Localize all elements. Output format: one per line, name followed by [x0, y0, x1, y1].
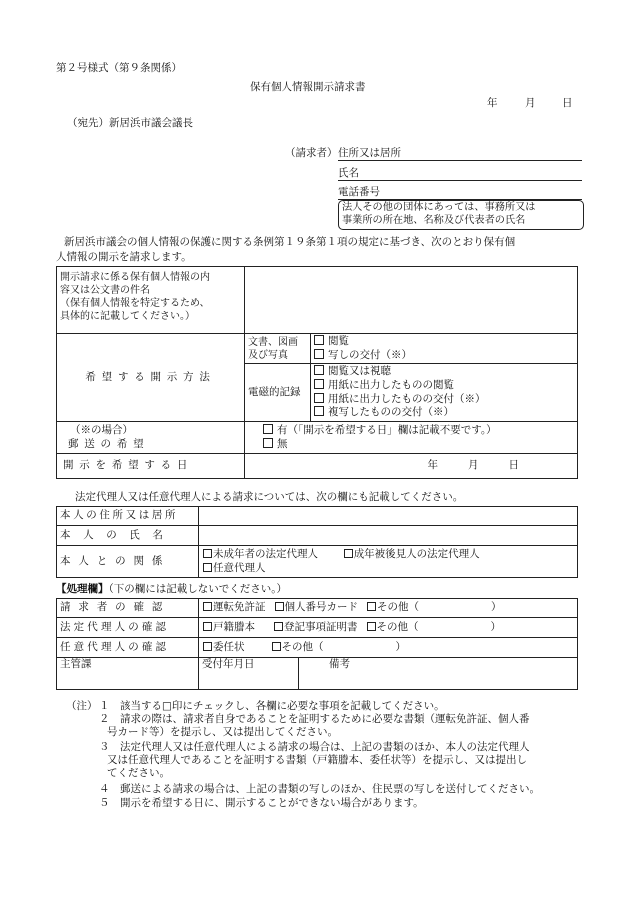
proc-requester-label: 請求者の確認 — [60, 601, 171, 614]
request-table — [56, 266, 578, 479]
agent-address-label: 本人の住所又は居所 — [60, 509, 179, 522]
requester-phone-field[interactable] — [338, 186, 582, 200]
date-label-cell — [57, 454, 245, 479]
checkbox[interactable] — [314, 393, 324, 403]
elec-option-1[interactable] — [314, 365, 574, 379]
proc-row-requester — [57, 599, 578, 618]
method-label-cell — [57, 334, 245, 422]
requester-name-field[interactable] — [338, 167, 582, 181]
agent-address-row — [57, 507, 578, 526]
agent-relation-label-cell — [57, 546, 199, 578]
elec-option-2[interactable] — [314, 379, 574, 393]
doc-option-view[interactable] — [314, 335, 574, 349]
proc-legal-opt1: 戸籍謄本 — [213, 620, 255, 633]
doc-type-cell — [245, 334, 311, 364]
proc-voluntary-opt2: その他（ — [281, 640, 324, 653]
proc-legal-label: 法定代理人の確認 — [60, 620, 170, 633]
processing-heading — [56, 583, 287, 596]
elec-option-2-label: 用紙に出力したものの閲覧 — [328, 378, 454, 391]
checkbox[interactable] — [367, 602, 376, 611]
agent-intro: 法定代理人又は任意代理人による請求については、次の欄にも記載してください。 — [75, 491, 464, 503]
processing-heading-bold: 【処理欄】 — [56, 583, 109, 595]
doc-option-view-label: 閲覧 — [328, 334, 349, 347]
doc-option-copy[interactable] — [314, 349, 574, 363]
checkbox[interactable] — [344, 549, 353, 558]
mail-option-yes-label: 有（「開示を希望する日」欄は記載不要です。） — [277, 423, 497, 436]
elec-option-4-label: 複写したものの交付（※） — [328, 406, 454, 419]
subject-input[interactable] — [245, 267, 578, 334]
proc-row-admin — [57, 658, 578, 690]
date-day: 日 — [508, 459, 519, 472]
note-3-line-3: てください。 — [107, 767, 170, 779]
date-day-label: 日 — [562, 97, 573, 109]
date-year-label: 年 — [487, 97, 498, 109]
checkbox[interactable] — [367, 622, 376, 631]
method-label: 希望する開示方法 — [85, 370, 216, 383]
doc-type-2: 及び写真 — [248, 349, 288, 361]
elec-type-cell — [245, 364, 311, 422]
corporate-note-line-1: 法人その他の団体にあっては、事務所又は — [342, 202, 536, 213]
proc-requester-options — [199, 599, 578, 618]
proc-dept-cell — [57, 658, 199, 690]
date-row — [57, 454, 578, 479]
subject-label-4: 具体的に記載してください。） — [60, 311, 195, 322]
mail-note: （※の場合） — [70, 423, 133, 436]
date-label: 開示を希望する日 — [63, 459, 194, 472]
doc-option-copy-label: 写しの交付（※） — [328, 348, 412, 361]
requester-label: （請求者） — [285, 147, 338, 159]
checkbox[interactable] — [203, 642, 212, 651]
checkbox[interactable] — [314, 406, 324, 416]
relation-option-voluntary[interactable] — [202, 562, 574, 576]
proc-requester-label-cell — [57, 599, 199, 618]
agent-name-input[interactable] — [199, 526, 578, 546]
checkbox[interactable] — [263, 438, 273, 448]
corporate-note-line-2: 事業所の所在地、名称及び代表者の氏名 — [342, 215, 526, 226]
mail-option-no[interactable] — [263, 438, 574, 452]
mail-label-cell — [57, 422, 245, 454]
checkbox[interactable] — [314, 349, 324, 359]
note-1: 該当する□印にチェックし、各欄に必要な事項を記載してください。 — [120, 700, 445, 712]
note-3-number: ３ — [99, 741, 110, 753]
subject-label-2: 容又は公文書の件名 — [60, 285, 150, 296]
intro-line-1: 新居浜市議会の個人情報の保護に関する条例第１９条第１項の規定に基づき、次のとおり保有個 — [64, 236, 516, 248]
proc-legal-label-cell — [57, 618, 199, 638]
note-3-line-1: 法定代理人又は任意代理人による請求の場合は、上記の書類のほか、本人の法定代理人 — [120, 741, 530, 753]
proc-requester-opt1: 運転免許証 — [213, 601, 266, 614]
agent-table — [56, 506, 578, 578]
proc-legal-options — [199, 618, 578, 638]
proc-voluntary-options — [199, 638, 578, 658]
elec-options-cell — [311, 364, 578, 422]
mail-option-yes[interactable] — [263, 424, 574, 438]
agent-relation-label: 本人との関係 — [60, 554, 171, 567]
checkbox[interactable] — [203, 549, 212, 558]
proc-requester-opt3: その他（ — [377, 601, 419, 614]
method-doc-row — [57, 334, 578, 364]
relation-option-minor-label: 未成年者の法定代理人 — [213, 547, 318, 560]
checkbox[interactable] — [272, 642, 281, 651]
date-year: 年 — [427, 459, 438, 472]
processing-heading-note: （下の欄には記載しないでください。） — [108, 583, 287, 595]
note-2-line-1: 請求の際は、請求者自身であることを証明するために必要な書類（運転免許証、個人番 — [120, 713, 530, 725]
requester-address-label: 住所又は居所 — [338, 147, 401, 159]
proc-remarks-label: 備考 — [329, 658, 350, 670]
doc-type-1: 文書、図画 — [248, 336, 298, 348]
form-number: 第２号様式（第９条関係） — [56, 62, 182, 74]
note-4-number: ４ — [99, 783, 110, 795]
note-4: 郵送による請求の場合は、上記の書類の写しのほか、住民票の写しを送付してください。 — [120, 783, 540, 795]
proc-dept-label: 主管課 — [60, 658, 92, 670]
agent-relation-row — [57, 546, 578, 578]
proc-remarks-cell — [299, 658, 578, 690]
subject-label-3: （保有個人情報を特定するため、 — [60, 298, 210, 309]
mail-label: 郵送の希望 — [68, 437, 150, 450]
checkbox[interactable] — [274, 622, 283, 631]
checkbox[interactable] — [314, 379, 324, 389]
requester-name-label: 氏名 — [338, 167, 359, 179]
notes-prefix: （注） — [66, 700, 98, 712]
relation-option-guardian[interactable] — [343, 548, 480, 560]
proc-voluntary-opt1: 委任状 — [213, 640, 245, 653]
proc-received-cell — [199, 658, 299, 690]
checkbox[interactable] — [203, 602, 212, 611]
proc-voluntary-close: ） — [395, 640, 406, 653]
elec-type: 電磁的記録 — [248, 385, 301, 398]
agent-address-input[interactable] — [199, 507, 578, 526]
agent-name-label: 本人の氏名 — [60, 528, 176, 541]
elec-option-3-label: 用紙に出力したものの交付（※） — [328, 392, 486, 405]
requester-phone-label: 電話番号 — [338, 186, 380, 198]
note-1-number: １ — [99, 700, 110, 712]
relation-option-voluntary-label: 任意代理人 — [213, 561, 266, 574]
proc-voluntary-label-cell — [57, 638, 199, 658]
checkbox[interactable] — [275, 602, 284, 611]
date-month: 月 — [468, 459, 479, 472]
relation-option-minor[interactable] — [202, 548, 318, 560]
requester-address-field[interactable] — [338, 147, 582, 161]
proc-row-legal — [57, 618, 578, 638]
checkbox[interactable] — [203, 563, 212, 572]
proc-requester-close: ） — [491, 601, 502, 614]
subject-row — [57, 267, 578, 334]
proc-legal-opt3: その他（ — [376, 620, 419, 633]
date-input[interactable] — [245, 454, 578, 479]
proc-received-label: 受付年月日 — [202, 658, 255, 670]
mail-option-no-label: 無 — [277, 437, 288, 450]
date-month-label: 月 — [525, 97, 536, 109]
document-title: 保有個人情報開示請求書 — [250, 81, 366, 93]
agent-address-label-cell — [57, 507, 199, 526]
checkbox[interactable] — [263, 424, 273, 434]
elec-option-4[interactable] — [314, 406, 574, 420]
agent-name-label-cell — [57, 526, 199, 546]
note-2-line-2: 号カード等）を提示し、又は提出してください。 — [107, 726, 338, 738]
addressee: （宛先）新居浜市議会議長 — [67, 117, 193, 129]
note-3-line-2: 又は任意代理人であることを証明する書類（戸籍謄本、委任状等）を提示し、又は提出し — [107, 754, 527, 766]
checkbox[interactable] — [314, 365, 324, 375]
intro-line-2: 人情報の開示を請求します。 — [56, 251, 192, 263]
proc-legal-opt2: 登記事項証明書 — [284, 620, 358, 633]
proc-row-voluntary — [57, 638, 578, 658]
relation-option-guardian-label: 成年被後見人の法定代理人 — [353, 547, 480, 560]
agent-name-row — [57, 526, 578, 546]
subject-label-cell — [57, 267, 245, 334]
elec-option-3[interactable] — [314, 393, 574, 407]
processing-table — [56, 598, 578, 690]
elec-option-1-label: 閲覧又は視聴 — [328, 365, 391, 378]
proc-legal-close: ） — [490, 620, 501, 633]
mail-row — [57, 422, 578, 454]
note-5: 開示を希望する日に、開示することができない場合があります。 — [120, 797, 424, 809]
checkbox[interactable] — [314, 335, 324, 345]
subject-label-1: 開示請求に係る保有個人情報の内 — [60, 272, 210, 283]
checkbox[interactable] — [203, 622, 212, 631]
proc-requester-opt2: 個人番号カード — [284, 601, 358, 614]
note-5-number: ５ — [99, 797, 110, 809]
note-2-number: ２ — [99, 713, 110, 725]
doc-options-cell — [311, 334, 578, 364]
proc-voluntary-label: 任意代理人の確認 — [60, 640, 170, 653]
mail-options-cell — [245, 422, 578, 454]
agent-relation-options — [199, 546, 578, 578]
